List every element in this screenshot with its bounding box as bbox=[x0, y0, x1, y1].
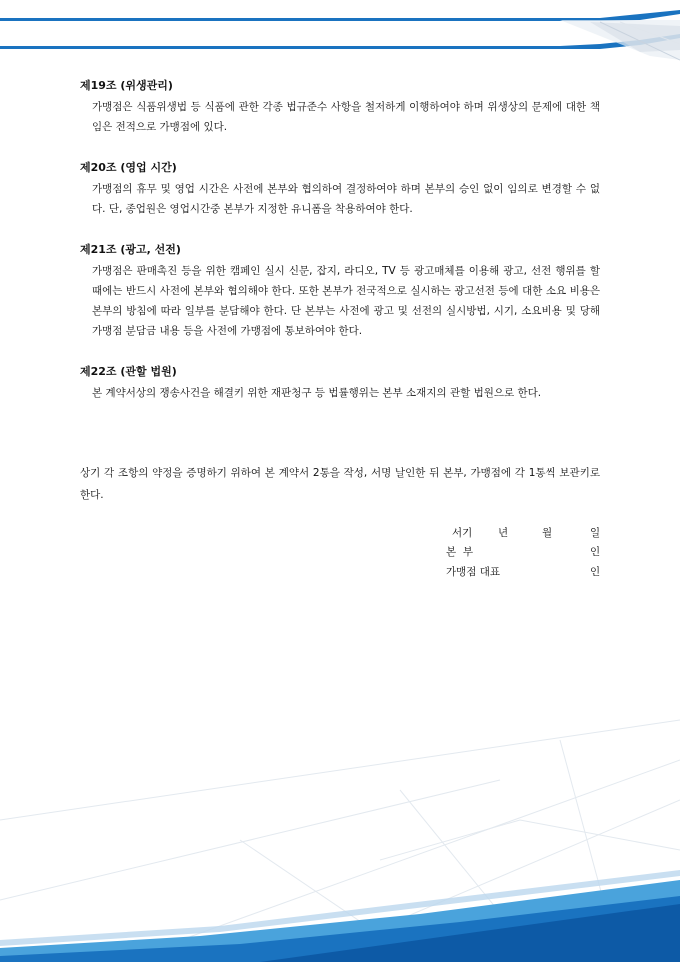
franchise-seal: 인 bbox=[590, 566, 601, 578]
article-22 bbox=[80, 365, 600, 403]
article-20 bbox=[80, 161, 600, 219]
date-prefix: 서기 bbox=[452, 527, 473, 539]
franchise-label: 가맹점 대표 bbox=[446, 566, 501, 578]
article-body: 가맹점은 판매촉진 등을 위한 캠페인 실시 신문, 잡지, 라디오, TV 등 광고매체를 이용해 광고, 선전 행위를 할 때에는 반드시 사전에 본부와 협의해야 한다. 또한 본부가 전국적으로 실시하는 광고선전 등에 대한 소요 비용은 본부의 방침에 따라 일부를 분담해야 한다. 단 본부는 사전에 광고 및 선전의 실시방법, 시기, 소요비용 및 당해 가맹점 분담금 내용 등을 사전에 가맹점에 통보하여야 한다. bbox=[92, 265, 600, 337]
header-decoration bbox=[0, 0, 680, 70]
footer-decoration bbox=[0, 700, 680, 962]
month-label: 월 bbox=[542, 527, 553, 539]
article-title: 제22조 (관할 법원) bbox=[80, 365, 177, 378]
closing-statement: 상기 각 조항의 약정을 증명하기 위하여 본 계약서 2통을 작성, 서명 날인한 뒤 본부, 가맹점에 각 1통씩 보관키로 한다. bbox=[80, 467, 600, 501]
article-21 bbox=[80, 243, 600, 341]
article-title: 제20조 (영업 시간) bbox=[80, 161, 177, 174]
hq-seal: 인 bbox=[590, 546, 601, 558]
hq-label: 본 부 bbox=[446, 546, 473, 558]
article-title: 제21조 (광고, 선전) bbox=[80, 243, 181, 256]
article-body: 본 계약서상의 쟁송사건을 해결키 위한 재판청구 등 법률행위는 본부 소재지의 관할 법원으로 한다. bbox=[92, 387, 542, 399]
article-19 bbox=[80, 79, 600, 137]
article-body: 가맹점의 휴무 및 영업 시간은 사전에 본부와 협의하여 결정하여야 하며 본부의 승인 없이 임의로 변경할 수 없다. 단, 종업원은 영업시간중 본부가 지정한 유니폼을 착용하여야 한다. bbox=[92, 183, 600, 215]
contract-articles bbox=[80, 79, 600, 427]
day-label: 일 bbox=[590, 527, 601, 539]
year-label: 년 bbox=[498, 527, 509, 539]
article-title: 제19조 (위생관리) bbox=[80, 79, 173, 92]
article-body: 가맹점은 식품위생법 등 식품에 관한 각종 법규준수 사항을 철저하게 이행하여야 하며 위생상의 문제에 대한 책임은 전적으로 가맹점에 있다. bbox=[92, 101, 600, 133]
